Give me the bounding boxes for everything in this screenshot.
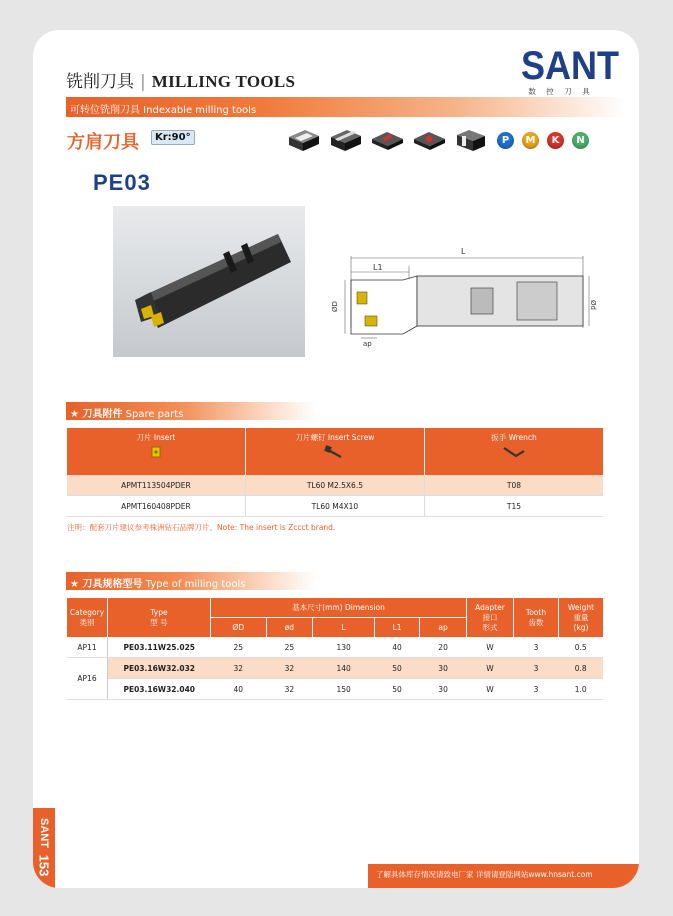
table-row: APMT160408PDER TL60 M4X10 T15 [67,496,603,517]
table-row: APMT113504PDER TL60 M2.5X6.5 T08 [67,475,603,496]
technical-drawing [321,238,601,348]
col-type: Type 型 号 [108,598,211,637]
material-icons [285,127,589,153]
insert-note: 注明：配套刀片建议参考株洲钻石品牌刀片。Note: The insert is Zccct brand. [67,523,336,532]
col-insert: 刀片 Insert [67,428,245,475]
material-n-icon: N [572,132,589,149]
material-m-icon: M [522,132,539,149]
col-adapter: Adapter 接口 形式 [467,598,514,637]
spare-parts-heading: ★ 刀具附件 Spare parts [70,409,184,420]
col-wrench: 扳手 Wrench [424,428,603,475]
spine-brand: SANT [38,818,50,848]
table-row: AP16 PE03.16W32.032 32 32 140 50 30 W 3 0.8 [67,658,603,679]
dim-L-label: L [461,247,466,256]
tool-types-heading: ★ 刀具规格型号 Type of milling tools [70,579,246,590]
col-category: Category 类别 [67,598,108,637]
col-weight: Weight 重量 (kg) [559,598,604,637]
insert-icon [151,446,161,458]
tool-types-table: Category 类别 Type 型 号 基本尺寸(mm) Dimension Adapter 接口 形式 Tooth 齿数 Weight 重量 (kg) ØD ød L L1 ap AP11 PE03.11W25.025 25 25 130 40 20 W 3 0.5 AP16 PE03.16W32.032 32 32 140 50 30 W 3 0.8 PE03.16W32.040 40 32 150 50 30 W 3 1.0 [67,598,603,700]
dim-L1-label: L1 [373,263,383,272]
header-title: 铣削刀具 | MILLING TOOLS [66,72,296,92]
page-number: 153 [36,854,52,877]
model-code: PE03 [93,170,151,195]
tool-photo [113,206,305,357]
table-row: AP11 PE03.11W25.025 25 25 130 40 20 W 3 0.5 [67,637,603,658]
kr-angle-badge: Kr:90° [151,130,195,145]
workpiece-block-1-icon [285,127,321,153]
footer-text: 了解具体库存情况请致电厂家 详情请登陆网站www.hnsant.com [376,870,593,879]
sant-logo: SANT 数 控 刀 具 [521,42,619,96]
spare-parts-table [67,428,603,517]
table-row: PE03.16W32.040 40 32 150 50 30 W 3 1.0 [67,679,603,700]
material-k-icon: K [547,132,564,149]
col-dimension: 基本尺寸(mm) Dimension [211,598,467,618]
section-title: 方肩刀具 [67,132,139,153]
screw-icon [324,445,346,459]
catalog-page [33,30,639,888]
workpiece-block-2-icon [327,127,363,153]
end-mill-image [113,206,305,357]
material-p-icon: P [497,132,514,149]
wrench-icon [502,445,526,459]
workpiece-block-3-icon [369,127,405,153]
workpiece-block-4-icon [411,127,447,153]
dim-d-label: Ød [589,300,597,310]
subtitle-text: 可转位铣削刀具 Indexable milling tools [70,105,257,116]
dim-ap-label: ap [363,340,372,348]
col-insert-screw: 刀片螺钉 Insert Screw [245,428,424,475]
col-tooth: Tooth 齿数 [514,598,559,637]
dim-D-label: ØD [331,301,339,312]
workpiece-block-5-icon [453,127,489,153]
